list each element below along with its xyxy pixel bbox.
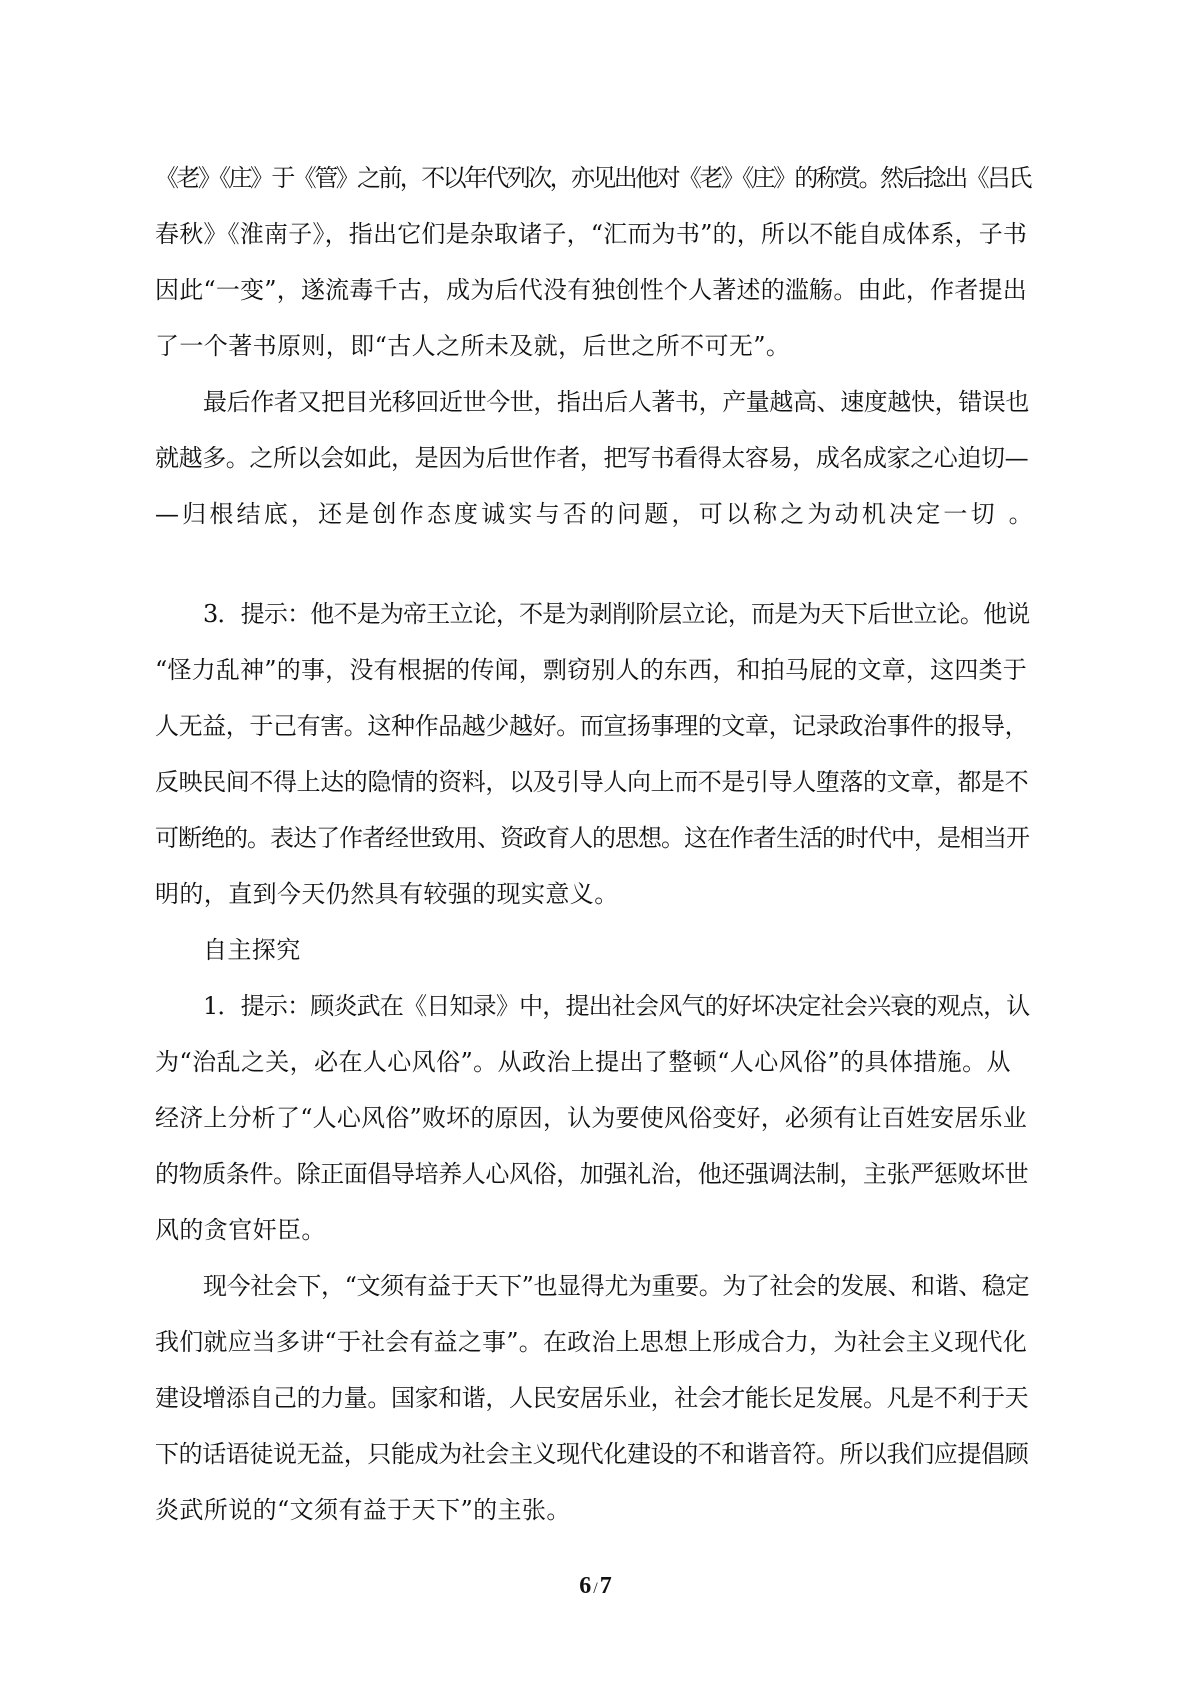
text-line: 下的话语徒说无益，只能成为社会主义现代化建设的不和谐音符。所以我们应提倡顾 [155, 1440, 1029, 1468]
paragraph [155, 374, 1033, 542]
page-separator: / [593, 1580, 598, 1597]
text-line: 风的贪官奸臣。 [155, 1216, 326, 1244]
text-line: 就越多。之所以会如此，是因为后世作者，把写书看得太容易，成名成家之心迫切— [155, 444, 1029, 472]
text-line: 因此“一变”，遂流毒千古，成为后代没有独创性个人著述的滥觞。由此，作者提出 [155, 276, 1027, 304]
document-body [155, 150, 1033, 1538]
text-line: 1．提示：顾炎武在《日知录》中，提出社会风气的好坏决定社会兴衰的观点，认 [203, 992, 1030, 1020]
text-line: 建设增添自己的力量。国家和谐，人民安居乐业，社会才能长足发展。凡是不利于天 [155, 1384, 1029, 1412]
text-line: “怪力乱神”的事，没有根据的传闻，剽窃别人的东西，和拍马屁的文章，这四类于 [155, 656, 1027, 684]
paragraph [155, 978, 1033, 1258]
paragraph [155, 1258, 1033, 1538]
text-line: 最后作者又把目光移回近世今世，指出后人著书，产量越高、速度越快，错误也 [203, 388, 1029, 416]
paragraph [155, 150, 1033, 374]
text-line: 我们就应当多讲“于社会有益之事”。在政治上思想上形成合力，为社会主义现代化 [155, 1328, 1027, 1356]
text-line: —归根结底，还是创作态度诚实与否的问题，可以称之为动机决定一切 。 [155, 500, 1033, 528]
paragraph-gap [155, 542, 1033, 586]
text-line: 人无益，于己有害。这种作品越少越好。而宣扬事理的文章，记录政治事件的报导， [155, 712, 1029, 740]
text-line: 经济上分析了“人心风俗”败坏的原因，认为要使风俗变好，必须有让百姓安居乐业 [155, 1104, 1027, 1132]
text-line: 为“治乱之关，必在人心风俗”。从政治上提出了整顿“人心风俗”的具体措施。从 [155, 1048, 1011, 1076]
text-line: 现今社会下，“文须有益于天下”也显得尤为重要。为了社会的发展、和谐、稳定 [203, 1272, 1030, 1300]
text-line: 3．提示：他不是为帝王立论，不是为剥削阶层立论，而是为天下后世立论。他说 [203, 600, 1030, 628]
text-line: 春秋》《淮南子》，指出它们是杂取诸子，“汇而为书”的，所以不能自成体系，子书 [155, 220, 1028, 248]
page-total: 7 [599, 1573, 612, 1599]
text-line: 明的，直到今天仍然具有较强的现实意义。 [155, 880, 619, 908]
text-line: 炎武所说的“文须有益于天下”的主张。 [155, 1496, 571, 1524]
text-line: 反映民间不得上达的隐情的资料，以及引导人向上而不是引导人堕落的文章，都是不 [155, 768, 1029, 796]
paragraph [155, 586, 1033, 922]
text-line: 的物质条件。除正面倡导培养人心风俗，加强礼治，他还强调法制，主张严惩败坏世 [155, 1160, 1029, 1188]
section-heading: 自主探究 [203, 936, 301, 964]
page-number [0, 1573, 1191, 1600]
text-line: 《老》《庄》于《管》之前，不以年代列次，亦见出他对《老》《庄》的称赏。然后捻出《吕氏 [155, 164, 1030, 192]
text-line: 了一个著书原则，即“古人之所未及就，后世之所不可无”。 [155, 332, 791, 360]
page-current: 6 [579, 1573, 592, 1599]
text-line: 可断绝的。表达了作者经世致用、资政育人的思想。这在作者生活的时代中，是相当开 [155, 824, 1029, 852]
